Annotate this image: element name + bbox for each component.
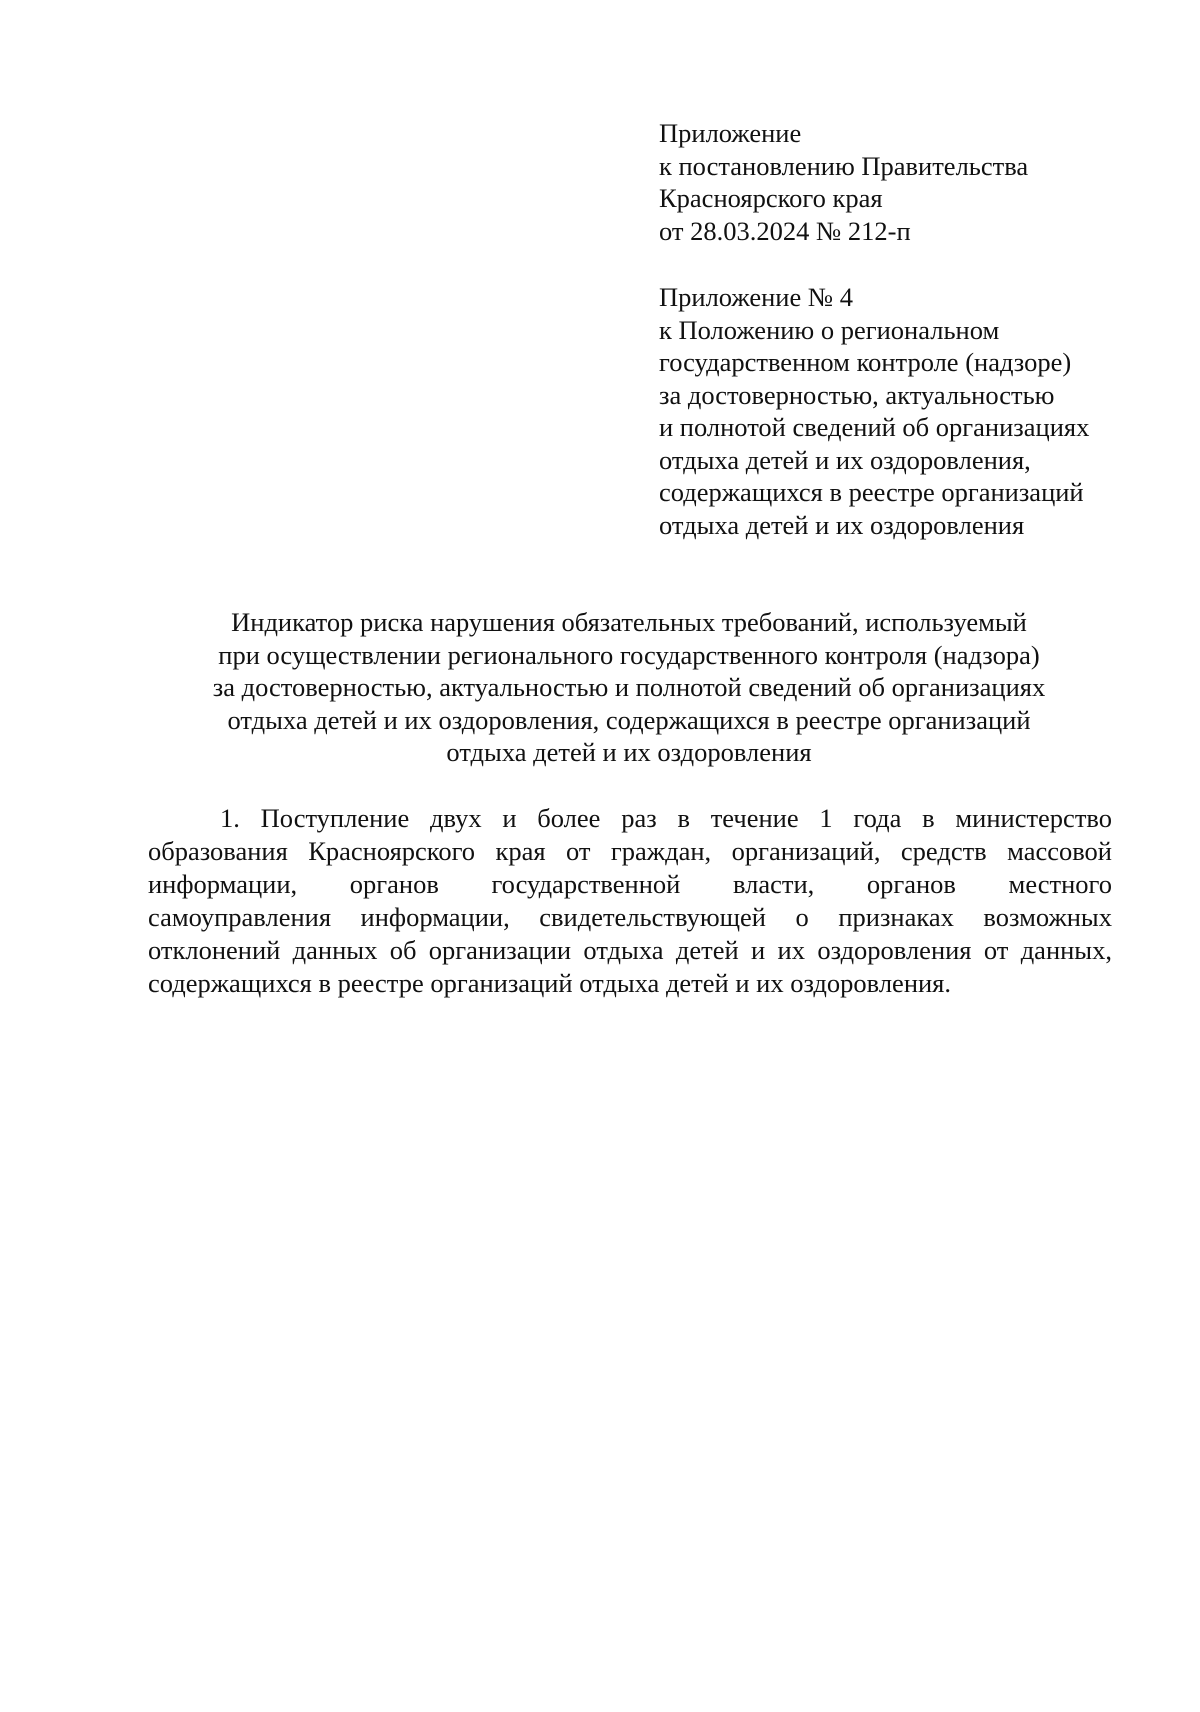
paragraph-line: самоуправления информации, свидетельствующей о признаках возможных	[148, 902, 1112, 932]
annex-line: государственном контроле (надзоре)	[659, 347, 1072, 377]
paragraph-line: образования Красноярского края от граждан, организаций, средств массовой	[148, 836, 1112, 866]
paragraph-line: информации, органов государственной власти, органов местного	[148, 869, 1112, 899]
annex-line: отдыха детей и их оздоровления,	[659, 444, 1031, 475]
indicator-paragraph	[148, 802, 1112, 1000]
paragraph-line: содержащихся в реестре организаций отдыха детей и их оздоровления.	[148, 968, 951, 998]
paragraph-line: отклонений данных об организации отдыха детей и их оздоровления от данных,	[148, 935, 1112, 965]
paragraph-line: 1. Поступление двух и более раз в течение 1 года в министерство	[220, 803, 1112, 833]
title-line: отдыха детей и их оздоровления	[446, 737, 812, 767]
title-line: Индикатор риска нарушения обязательных требований, используемый	[231, 607, 1027, 637]
title-line: отдыха детей и их оздоровления, содержащихся в реестре организаций	[227, 704, 1031, 735]
annex-line: Приложение № 4	[659, 282, 854, 312]
annex-line: и полнотой сведений об организациях	[659, 412, 1090, 442]
title-line: при осуществлении регионального государственного контроля (надзора)	[218, 639, 1040, 670]
annex-line: за достоверностью, актуальностью	[659, 379, 1055, 410]
title-line: за достоверностью, актуальностью и полнотой сведений об организациях	[212, 672, 1046, 702]
annex-line: Приложение	[659, 118, 802, 148]
annex-line: к Положению о региональном	[659, 314, 1000, 345]
annex-line: Красноярского края	[659, 183, 883, 213]
document-title	[140, 606, 1118, 769]
annex-line: от 28.03.2024 № 212-п	[659, 215, 911, 246]
annex-line: содержащихся в реестре организаций	[659, 477, 1084, 507]
annex-line: к постановлению Правительства	[659, 150, 1029, 181]
annex-line: отдыха детей и их оздоровления	[659, 509, 1025, 540]
annex-header-resolution	[659, 117, 1179, 247]
annex-header-regulation	[659, 281, 1179, 541]
